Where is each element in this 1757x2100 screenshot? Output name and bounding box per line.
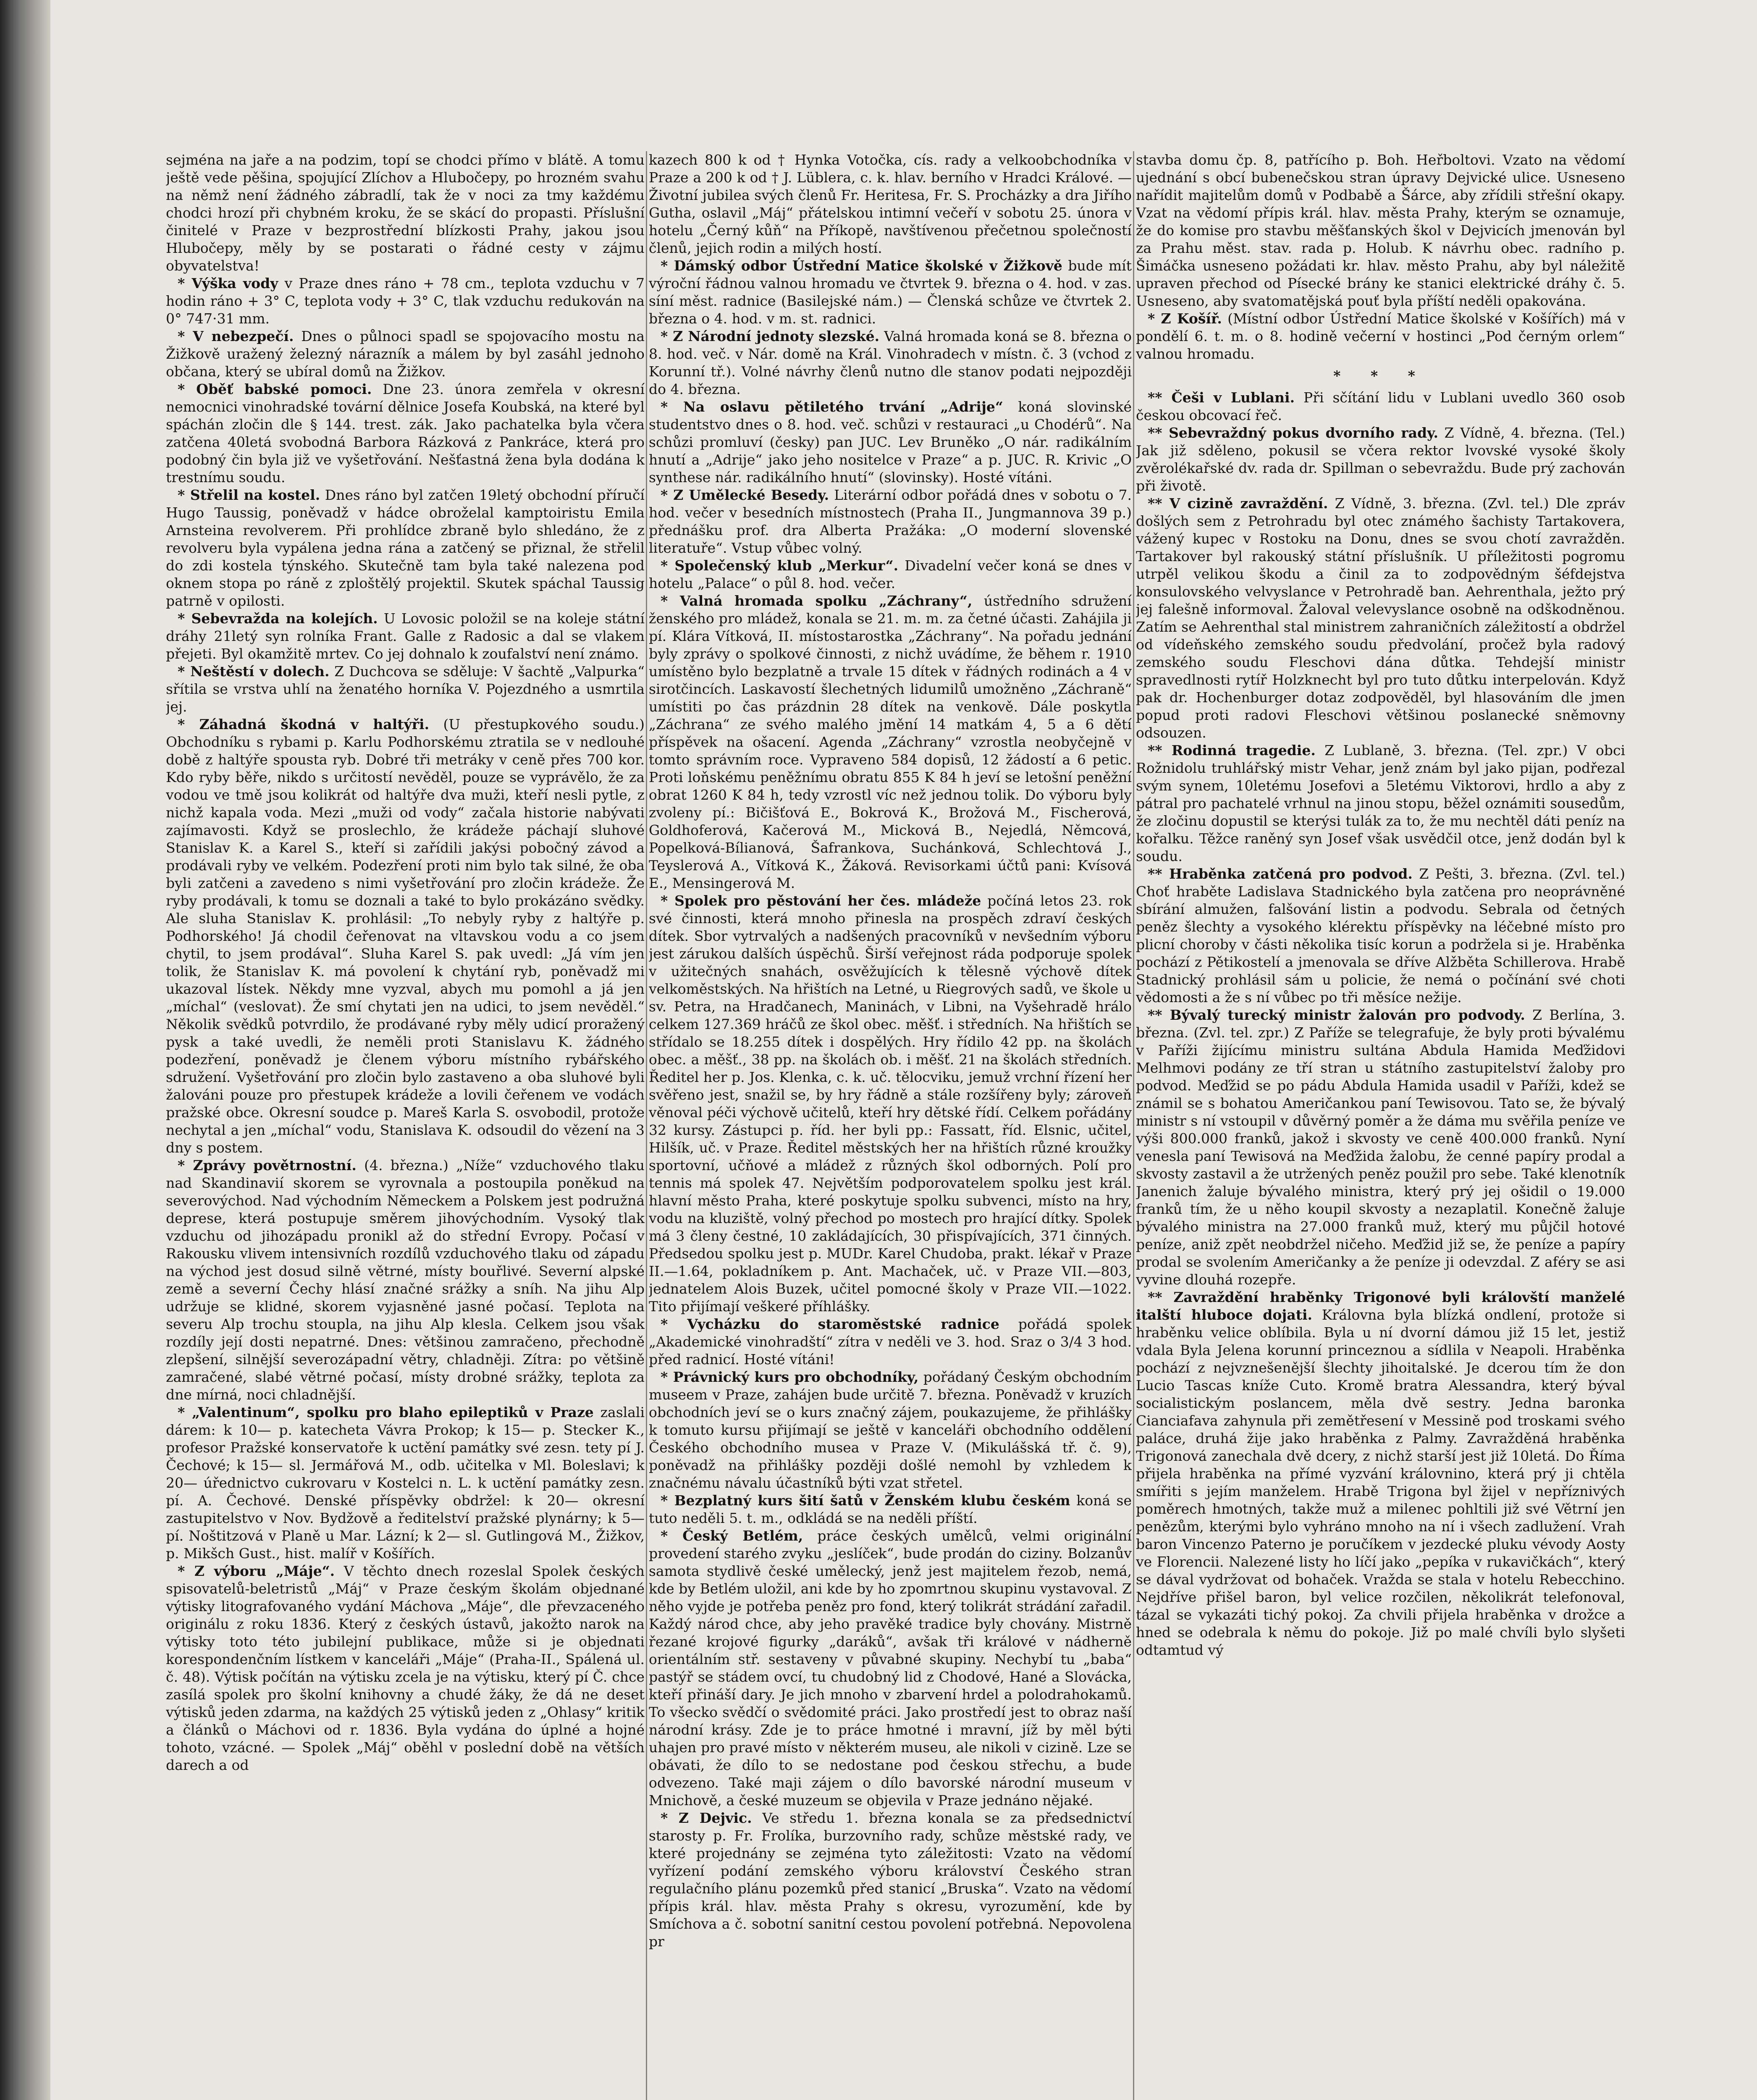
article-body: Z Lublaně, 3. března. (Tel. zpr.) V obci Rožnidolu truhlářský mistr Vehar, jenž znám byl jako pijan, podřezal svým synem, 10letému Josefovi a 5letému Viktorovi, hrdlo a aby z pátral pro pachatelé vrhnul na jinou stopu, běžel oznámiti sousedům, že zločinu dopustil se kterýsi tulák za to, že mu nechtěl dáti peníz na kořalku. Těžce raněný syn Josef však usvědčil otce, jenž dodán byl k soudu. <box>1136 742 1625 864</box>
article-body: Valná hromada koná se 8. března o 8. hod. več. v Nár. domě na Král. Vinohradech v místn. č. 3 (vchod z Korunní tř.). Volné návrhy členů nutno dle stanov podati nejpozději do 4. března. <box>649 328 1132 397</box>
article <box>166 1562 645 1774</box>
scan-left-edge <box>0 0 50 2100</box>
article-body: pořádá spolek „Akademické vinohradští“ zítra v neděli ve 3. hod. Sraz o 3/4 3 hod. před radnicí. Hosté vítáni! <box>649 1316 1132 1368</box>
article <box>166 381 645 486</box>
article-headline: ** Bývalý turecký ministr žalován pro podvody. <box>1148 1007 1525 1023</box>
article-body: (Místní odbor Ústřední Matice školské v Košířích) má v pondělí 6. t. m. o 8. hodině večerní v hostinci „Pod černým orlem“ valnou hromadu. <box>1136 310 1625 362</box>
article-headline: * Český Betlém, <box>661 1528 803 1544</box>
article-headline: ** Rodinná tragedie. <box>1148 742 1316 759</box>
article-body: Z Pešti, 3. března. (Zvl. tel.) Choť hraběte Ladislava Stadnického byla zatčena pro neoprávněné sbírání almužen, falšování listin a podvodu. Sebrala od četných peněz šlechty a vysokého klérektu příspěvky na léčebné místo pro plicní choroby v části několika tisíc korun a podržela si je. Hraběnka pochází z Pětikostelí a jmenovala se dříve Alžběta Schillerova. Hrabě Stadnický prohlásil sám u policie, že nemá o počínání své choti vědomosti a že s ní vůbec po tři měsíce nežije. <box>1136 866 1625 1005</box>
column-1 <box>166 151 645 2100</box>
article-headline: * Neštěstí v dolech. <box>178 663 330 680</box>
article-body: Dnes o půlnoci spadl se spojovacího mostu na Žižkově uražený železný nárazník a málem by byl zasáhl jednoho občana, který se ubíral domů na Žižkov. <box>166 328 645 380</box>
article-body: Dnes ráno byl zatčen 19letý obchodní příručí Hugo Taussig, poněvadž v hádce obroželal kamptoiristu Emila Arnsteina revolverem. Při prohlídce zbraně bylo shledáno, že z revolveru byla vypálena jedna rána a zatčený se přiznal, že střelil do zdi kostela týnského. Skutečně tam byla také nalezena pod oknem stopa po ráně z zploštělý projektil. Skutek spáchal Taussig patrně v opilosti. <box>166 487 645 609</box>
article-body: koná slovinské studentstvo dnes o 8. hod. več. schůzi v restauraci „u Chodérů“. Na schůzi promluví (česky) pan JUC. Lev Bruněko „O nár. radikálním hnutí a „Adrije“ jako jeho nositelce v Praze“ a p. JUC. R. Krivic „O synthese nár. radikálního hnutí“ (slovinsky). Hosté vítáni. <box>649 399 1132 486</box>
article <box>1136 1006 1625 1289</box>
article-body: U Lovosic položil se na koleje státní dráhy 21letý syn rolníka Frant. Galle z Radosic a dal se vlakem přejeti. Byl okamžitě mrtev. Co jej dohnalo k zoufalství není známo. <box>166 610 645 662</box>
article <box>166 1404 645 1562</box>
article-body: koná se tuto neděli 5. t. m., odkládá se na neděli příští. <box>649 1492 1132 1526</box>
article <box>1136 389 1625 424</box>
article-body: V těchto dnech rozeslal Spolek českých spisovatelů-beletristů „Máj“ v Praze českým školám objednané výtisky litografovaného vydání Máchova „Máje“, dle převzaceného originálu z roku 1836. Který z českých ústavů, jakožto narok na výtisky toto této jubilejní publikace, může si je objednati korespondenčním lístkem v kanceláři „Máje“ (Praha-II., Spálená ul. č. 48). Výtisk počítán na výtisku zcela je na výtisku, který pí Č. chce zasílá spolek pro školní knihovny a chudé žáky, že dá ne deset výtisků jeden zdarma, na každých 25 výtisků jeden z „Ohlasy“ kritik a článků o Máchovi od r. 1836. Byla vydána do úplné a hojné tohoto, vzácné. — Spolek „Máj“ oběhl v poslední době na větších darech a od <box>166 1563 645 1773</box>
article <box>649 1315 1132 1368</box>
article-headline: * Z Dejvic. <box>661 1810 752 1826</box>
article-headline: * Na oslavu pětiletého trvání „Adrije“ <box>661 399 1003 415</box>
article-headline: ** Sebevraždný pokus dvorního rady. <box>1148 425 1438 441</box>
article-headline: ** Češi v Lublani. <box>1148 389 1295 406</box>
article-body: zaslali dárem: k 10— p. katecheta Vávra Prokop; k 15— p. Stecker K., profesor Pražské konservatoře k uctění památky své zesn. tety pí J. Čechové; k 15— sl. Jermářová M., odb. učitelka v Ml. Boleslavi; k 20— úřednictvo cukrovaru v Kostelci n. L. k uctění památky zesn. pí. A. Čechové. Denské příspěvky obdržel: k 20— okresní zastupitelstvo v Nov. Bydžově a ředitelství pražské plynárny; k 5— pí. Noštitzová v Planě u Mar. Lázní; k 2— sl. Gutlingová M., Žižkov, p. Mikšch Gust., hist. malíř v Košířích. <box>166 1404 645 1562</box>
article-headline: * Záhadná škodná v haltýři. <box>178 716 430 732</box>
article-body: počíná letos 23. rok své činnosti, která mnoho přinesla na prospěch zdraví českých dítek. Sbor vytrvalých a nadšených pracovníků v nevšedním výboru jest zárukou dalších úspěchů. Širší veřejnost ráda podporuje spolek v užitečných snahách, osvěžujících k tělesně výchově dítek velkoměstských. Na hřištích na Letné, u Riegrových sadů, ve škole u sv. Petra, na Hradčanech, Maninách, v Libni, na Vyšehradě hrálo celkem 127.369 hráčů ze škol obec. měšť. i středních. Na hřištích se střídalo se 18.255 dítek i dospělých. Hry řídilo 42 pp. na školách obec. a měšť., 38 pp. na školách ob. i měšť. 21 na školách středních. Ředitel her p. Jos. Klenka, c. k. uč. tělocviku, jemuž vrchní řízení her svěřeno jest, snažil se, by hry řádně a stále rozšířeny byly; zároveň věnoval péči výchově učitelů, kteří hry dětské řídí. Celkem pořádány 32 kursy. Zástupci p. říd. her byli pp.: Fassatt, říd. Elsnic, učitel, Hilšík, uč. v Praze. Ředitel městských her na hřištích různé kroužky sportovní, učňové a mládež z různých škol odborných. Polí pro tennis má spolek 47. Největším podporovatelem spolku jest král. hlavní město Praha, které poskytuje spolku subvenci, místo na hry, vodu na kluziště, volný přechod po mostech pro hrající dítky. Spolek má 3 členy čestné, 10 zakládajících, 30 přispívajících, 371 činných. Předsedou spolku jest p. MUDr. Karel Chudoba, prakt. lékař v Praze II.—1.64, pokladníkem p. Ant. Machaček, uč. v Praze VII.—803, jednatelem Alois Buzek, učitel pomocné školy v Praze VII.—1022. Tito přijímají veškeré příhlášky. <box>649 892 1132 1315</box>
article <box>1136 495 1625 742</box>
article-body: Literární odbor pořádá dnes v sobotu o 7. hod. večer v besedních místnostech (Praha II., Jungmannova 39 p.) přednášku prof. dra Alberta Pražáka: „O moderní slovenské literatuře“. Vstup vůbec volný. <box>649 487 1132 556</box>
article-headline: ** V cizině zavraždění. <box>1148 495 1328 512</box>
article-body: Z Berlína, 3. března. (Zvl. tel. zpr.) Z Paříže se telegrafuje, že byly proti bývalému v Paříži žijícímu ministru sultána Abdula Hamida Meďžidovi Melhmovi podány ze tří stran u státního zastupitelství žaloby pro podvod. Meďžid se po pádu Abdula Hamida usadil v Paříži, kdež se známil se s bohatou Američankou paní Tewisovou. Tato se, že bývalý ministr s ní vstoupil v důvěrný poměr a že dáma mu svěřila peníze ve výši 800.000 franků, jakož i skvosty ve ceně 400.000 franků. Nyní venesla paní Tewisová na Meďžida žalobu, že cenné papíry prodal a skvosty zastavil a že utržených peněz použil pro sebe. Také klenotník Janenich žaluje bývalého ministra, který prý jej ošidil o 19.000 franků tím, že u něho koupil skvosty a nezaplatil. Konečně žaluje bývalého ministra na 27.000 franků muž, který mu půjčil hotové peníze, aniž zpět neobdržel ničeho. Meďžid již se, že peníze a papíry prodal se svolením Američanky a že peníze ji odevzdal. Z aféry se asi vyvine dlouhá rozepře. <box>1136 1007 1625 1288</box>
article <box>166 663 645 716</box>
article-body: kazech 800 k od † Hynka Votočka, cís. rady a velkoobchodníka v Praze a 200 k od † J. Lüblera, c. k. hlav. berního v Hradci Králové. — Životní jubilea svých členů Fr. Heritesa, Fr. S. Procházky a dra Jiřího Gutha, oslavil „Máj“ přátelskou intimní večeří v sobotu 25. února v hotelu „Černý kůň“ na Příkopě, navštívenou přečetnou společností členů, jejich rodin a milých hostí. <box>649 152 1132 256</box>
article <box>1136 310 1625 363</box>
article-body: Z Vídně, 3. března. (Zvl. tel.) Dle zpráv došlých sem z Petrohradu byl otec známého šachisty Tartakovera, vážený kupec v Rostoku na Donu, dnes se svou chotí zavražděn. Tartakover byl rakouský státní příslušník. U příležitosti pogromu utrpěl velikou škodu a činil za to zodpovědným šéfdejstva konsulovského velvyslance v Petrohradě ban. Aehrenthala, ježto prý jej falešně informoval. Žaloval velevyslance osobně na odškodněnou. Zatím se Aehrenthal stal ministrem zahraničních záležitostí a obdržel od vídeňského zemského soudu předvolání, pročež byla radový zemského soudu Fleschovi dána důtka. Tehdejší ministr spravedlnosti rytíř Holzknecht byl pro tuto důtku interpelován. Když pak dr. Hochenburger dotaz zodpověděl, byl hlasováním dle jmen popud proti radovi Fleschovi většinou poslanecké sněmovny odsouzen. <box>1136 495 1625 741</box>
article-headline: ** Zavraždění hraběnky Trigonové byli královští manželé italští hluboce dojati. <box>1136 1289 1625 1323</box>
article <box>166 151 645 275</box>
article <box>1136 865 1625 1006</box>
article-body: bude mít výroční řádnou valnou hromadu ve čtvrtek 9. března o 4. hod. v zas. síní měst. radnice (Basilejské nám.) — Členská schůze ve čtvrtek 2. března o 4. hod. v m. st. radnici. <box>649 257 1132 327</box>
column-rule <box>1133 151 1134 2100</box>
article-headline: * Spolek pro pěstování her čes. mládeže <box>661 892 981 909</box>
article-body: Dne 23. února zemřela v okresní nemocnici vinohradské tovární dělnice Josefa Koubská, na které byl spáchán zločin dle § 144. trest. zák. Jako pachatelka byla včera zatčena 40letá svobodná Barbora Rázková z Pankráce, která pro podobný čin byla již ve vyšetřování. Nešťastná žena byla dodána k trestnímu soudu. <box>166 381 645 486</box>
article <box>1136 742 1625 865</box>
article <box>649 1492 1132 1527</box>
article-headline: * „Valentinum“, spolku pro blaho epileptiků v Praze <box>178 1404 594 1420</box>
article <box>649 328 1132 398</box>
article <box>1136 151 1625 310</box>
section-separator: * * * <box>1333 368 1428 384</box>
article <box>649 151 1132 257</box>
article-body: Divadelní večer koná se dnes v hotelu „Palace“ o půl 8. hod. večer. <box>649 557 1132 591</box>
article-body: sejména na jaře a na podzim, topí se chodci přímo v blátě. A tomu ještě vede pěšina, spojující Zlíchov a Hlubočepy, po hrozném svahu na němž není žádného zábradlí, tak že v noci za tmy každému chodci hrozí při chybném kroku, že se skácí do propasti. Příslušní činitelé v Praze v bezprostřední blízkosti Prahy, jakou jsou Hlubočepy, měly by se postarati o řádné cesty v zájmu obyvatelstva! <box>166 152 645 274</box>
column-3 <box>1136 151 1625 2100</box>
article <box>649 557 1132 592</box>
article-headline: * Vycházku do staroměstské radnice <box>661 1316 999 1332</box>
article-headline: * Právnický kurs pro obchodníky, <box>661 1369 919 1385</box>
article-headline: * Výška vody <box>178 275 278 291</box>
article-body: pořádaný Českým obchodním museem v Praze, zahájen bude určitě 7. března. Poněvadž v kruzích obchodních jeví se o kurs značný zájem, poukazujeme, že přihlášky k tomuto kursu přijímají se ještě v kanceláři obchodního oddělení Českého obchodního musea v Praze V. (Mikulášská tř. č. 9), poněvadž na přihlášky později došlé nemohl by vzhledem k značnému návalu účastníků býti vzat střetel. <box>649 1369 1132 1491</box>
article-body: (U přestupkového soudu.) Obchodníku s rybami p. Karlu Podhorskému ztratila se v nedlouhé době z haltýře spousta ryb. Dobré tři metráky v ceně přes 700 kor. Kdo ryby běře, nikdo s určitostí nevěděl, pouze se vyprávělo, že za vodou ve tmě jsou kolikrát od haltýře dva muži, kteří nesli pytle, z nichž kapala voda. Mezi „muži od vody“ začala historie nabývati zajímavosti. Když se proslechlo, že krádeže páchají sluhové Stanislav K. a Karel S., kteří si zařídili jakýsi pobočný závod a prodávali ryby ve velkém. Podezření proti nim bylo tak silné, že oba byli zatčeni a zavedeno s nimi vyšetřování pro zločin krádeže. Že ryby prodávali, k tomu se doznali a také to bylo prokázáno svědky. Ale sluha Stanislav K. prohlásil: „To nebyly ryby z haltýře p. Podhorského! Já chodil čeřenovat na vltavskou vodu a co jsem chytil, to jsem prodával“. Sluha Karel S. pak uvedl: „Já vím jen tolik, že Stanislav K. má povolení k chytání ryb, poněvadž mi ukazoval lístek. Někdy mne vyzval, abych mu pomohl a já jen „míchal“ (veslovat). Že smí chytati jen na udici, to jsem nevěděl.“ Několik svědků potvrdilo, že prodávané ryby měly udicí proražený pysk a také uvedli, že neměli proti Stanislavu K. žádného podezření, poněvadž je členem výboru místního rybářského sdružení. Vyšetřování pro zločin bylo zastaveno a oba sluhové byli žalováni pouze pro přestupek krádeže a lovili čeřenem ve vodách pražské obce. Okresní soudce p. Mareš Karla S. osvobodil, protože nechytal a jen „míchal“ vodu, Stanislava K. odsoudil do vězení na 3 dny s postem. <box>166 716 645 1156</box>
article <box>649 398 1132 486</box>
article-headline: * Valná hromada spolku „Záchrany“, <box>661 593 973 609</box>
article-headline: * Bezplatný kurs šití šatů v Ženském klubu českém <box>661 1492 1070 1509</box>
article-headline: * Zprávy povětrnostní. <box>178 1157 357 1173</box>
article-body: práce českých umělců, velmi originální provedení starého zvyku „jeslíček“, bude prodán do ciziny. Bolzanův samota stydlivě české umělecký, jenž jest majitelem řezob, nemá, kde by Betlém uložil, ani kde by ho zpomrtnou skupinu vystavoval. Z něho vyjde je potřeba peněz pro fond, který tolikrát strádání zařadil. Každý národ chce, aby jeho pravěké tradice byly chovány. Mistrně řezané krojové figurky „daráků“, avšak tři králové v nádherně orientálním stř. sestaveny v půvabné skupiny. Nechybí tu „baba“ pastýř se stádem ovcí, tu chudobný lid z Chodové, Hané a Slovácka, kteří přináší dary. Je jich mnoho v zbarvení hrdel a polodrahokamů. To všecko svědčí o svědomité práci. Jako prostředí jest to obraz naší národní krásy. Zde je to práce hmotné i mravní, jíž by měl býti uhajen pro pravé místo v některém museu, ale nikoli v cizině. Lze se obávati, že dílo to se nedostane pod českou střechu, a bude odvezeno. Také maji zájem o dílo bavorské národní museum v Mnichově, a české muzeum se objevila v Praze jednáno nějaké. <box>649 1528 1132 1809</box>
article <box>649 592 1132 892</box>
article-headline: * Z výboru „Máje“. <box>178 1563 335 1579</box>
article-headline: * Z Umělecké Besedy. <box>661 487 829 503</box>
article-headline: * Sebevražda na kolejích. <box>178 610 378 627</box>
article-body: ústředního sdružení ženského pro mládež, konala se 21. m. m. za četné účasti. Zahájila ji pí. Klára Vítková, II. místostarostka „Záchrany“. Na pořadu jednání byly zprávy o spolkové činnosti, z nichž uvádíme, že během r. 1910 umístěno bylo bezplatně a trvale 15 dítek v řádných rodinách a 4 v sirotčincích. Laskavostí šlechetných lidumilů umožněno „Záchraně“ umístiti po čas prázdnin 28 dítek na venkově. Dále poskytla „Záchrana“ ze svého malého jmění 14 matkám 4, 5 a 6 dětí příspěvek na ošacení. Agenda „Záchrany“ vzrostla neobyčejně v tomto správním roce. Vypraveno 584 dopisů, 12 žádostí a 6 petic. Proti loňskému peněžnímu obratu 855 K 84 h jeví se letošní peněžní obrat 1260 K 84 h, tedy vzrostl víc než jednou tolik. Do výboru byly zvoleny pí.: Bičišťová E., Bokrová K., Brožová M., Fischerová, Goldhoferová, Kačerová M., Micková B., Nejedlá, Němcová, Popelková-Bílianová, Šafrankova, Suchánková, Schlechtová J., Teyslerová A., Vítková K., Žáková. Revisorkami účtů pani: Kvísová E., Mensingerová M. <box>649 593 1132 891</box>
article <box>166 486 645 610</box>
article-body: Ve středu 1. března konala se za předsednictví starosty p. Fr. Frolíka, burzovního rady, schůze městské rady, ve které projednány se zejména tyto záležitosti: Vzato na vědomí vyřízení podání zemského výboru království Českého stran regulačního plánu pozemků před stanicí „Bruska“. Vzato na vědomí přípis král. hlav. města Prahy s okresu, vyrozumění, kde by Smíchova a č. sobotní sanitní cestou povolení potřebná. Nepovolena pr <box>649 1810 1132 1950</box>
article-body: Královna byla blízká ondlení, protože si hraběnku velice oblíbila. Byla u ní dvorní dámou již 15 let, jestiž vdala Byla Jelena korunní princeznou a sídlila v Neapoli. Hraběnka pochází z nejvznešenější šlechty jihoitalské. Je dcerou tím že don Lucio Tascas kníže Cuto. Kromě bratra Alessandra, který býval socialistickým poslancem, měla dvě sestry. Jedna baronka Cianciafava zahynula při zemětřesení v Messině pod troskami svého paláce, druhá žije jako hraběnka z Palmy. Zavražděná hraběnka Trigonová zanechala dvě dcery, z nichž starší jest již 10letá. Do Říma přijela hraběnka na přímé vyzvání královnino, která prý ji chtěla smířiti s jejím manželem. Hrabě Trigona byl žijel v nepříznivých poměrech hmotných, takže muž a milenec pohltili již své Větrní jen penězům, kterými bylo vyhráno mnoho na ní i všech zadlužení. Vrah baron Vincenzo Paterno je poručíkem v jezdecké pluku vévody Aosty ve Florencii. Nalezené listy ho líčí jako „pepíka v rukavičkách“, který se dával vydržovat od bohaček. Vražda se stala v hotelu Rebecchino. Nejdříve přišel baron, byl velice rozčilen, několikrát telefonoval, tázal se vykazáti tichý pokoj. Za chvili přijela hraběnka v drožce a hned se odebrala k němu do pokoje. Již po malé chvíli bylo slyšeti odtamtud vý <box>1136 1307 1625 1658</box>
article <box>649 1527 1132 1809</box>
article <box>649 486 1132 557</box>
article-headline: * Oběť babské pomoci. <box>178 381 372 397</box>
article <box>166 716 645 1157</box>
article-body: Z Vídně, 4. března. (Tel.) Jak již sděleno, pokusil se včera rektor lvovské vysoké školy zvěrolékařské dv. rada dr. Spillman o sebevraždu. Bude prý zachován při životě. <box>1136 425 1625 494</box>
article-headline: * Střelil na kostel. <box>178 487 320 503</box>
article <box>1136 424 1625 495</box>
article <box>649 892 1132 1315</box>
article <box>166 275 645 328</box>
article-headline: * V nebezpečí. <box>178 328 294 344</box>
article <box>166 1157 645 1404</box>
article-body: Z Duchcova se sděluje: V šachtě „Valpurka“ sřítila se vrstva uhlí na ženatého horníka V. Pojezdného a usmrtila jej. <box>166 663 645 715</box>
article-headline: * Z Národní jednoty slezské. <box>661 328 880 344</box>
article <box>166 328 645 381</box>
article <box>166 610 645 663</box>
article <box>649 1809 1132 1950</box>
article-headline: * Dámský odbor Ústřední Matice školské v Žižkově <box>661 257 1062 274</box>
article-body: Při sčítání lidu v Lublani uvedlo 360 osob českou obcovací řeč. <box>1136 389 1625 423</box>
article-body: (4. března.) „Níže“ vzduchového tlaku nad Skandinavií skorem se vyrovnala a postoupila poněkud na severovýchod. Nad východním Německem a Polskem jest podružná deprese, která postupuje směrem jihovýchodním. Vysoký tlak vzduchu od jihozápadu pronikl až do střední Evropy. Počasí v Rakousku vlivem intensivních rozdílů vzduchového tlaku od západu na východ jest dosud silně větrné, místy bouřlivé. Severní alpské země a severní Čechy hlásí značné srážky a sníh. Na jihu Alp udržuje se klidné, skorem vyjasněné jasné počasí. Teplota na severu Alp trochu stoupla, na jihu Alp klesla. Celkem jsou však rozdíly její dosti nepatrné. Dnes: většinou zamračeno, přechodně zlepšení, silnější severozápadní větry, chladněji. Zítra: po většině zamračené, slabé větrné počasí, místy drobné srážky, teplota za dne mírná, noci chladnější. <box>166 1157 645 1403</box>
column-rule <box>646 151 647 2100</box>
article <box>649 257 1132 328</box>
article-headline: ** Hraběnka zatčená pro podvod. <box>1148 866 1413 882</box>
article-headline: * Společenský klub „Merkur“. <box>661 557 899 574</box>
column-2 <box>649 151 1132 2100</box>
article <box>649 1368 1132 1492</box>
article-body: stavba domu čp. 8, patřícího p. Boh. Heřboltovi. Vzato na vědomí ujednání s obcí bubenečskou stran úpravy Dejvické ulice. Usneseno nařídit majitelům domů v Podbabě a Šárce, aby zřídili střešní okapy. Vzat na vědomí přípis král. hlav. města Prahy, kterým se oznamuje, že do komise pro stavbu měšťanských škol v Dejvicích jmenován byl za Prahu měst. stav. rada p. Holub. K návrhu obec. radního p. Šimáčka usneseno požádati kr. hlav. město Prahu, aby byl náležitě upraven přechod od Písecké brány ke stanici elektrické dráhy č. 5. Usneseno, aby svatomatějská pouť byla příští neděli opakována. <box>1136 152 1625 309</box>
article-headline: * Z Košíř. <box>1148 310 1222 327</box>
article-body: v Praze dnes ráno + 78 cm., teplota vzduchu v 7 hodin ráno + 3° C, teplota vody + 3° C, tlak vzduchu redukován na 0° 747·31 mm. <box>166 275 645 327</box>
article <box>1136 1289 1625 1659</box>
